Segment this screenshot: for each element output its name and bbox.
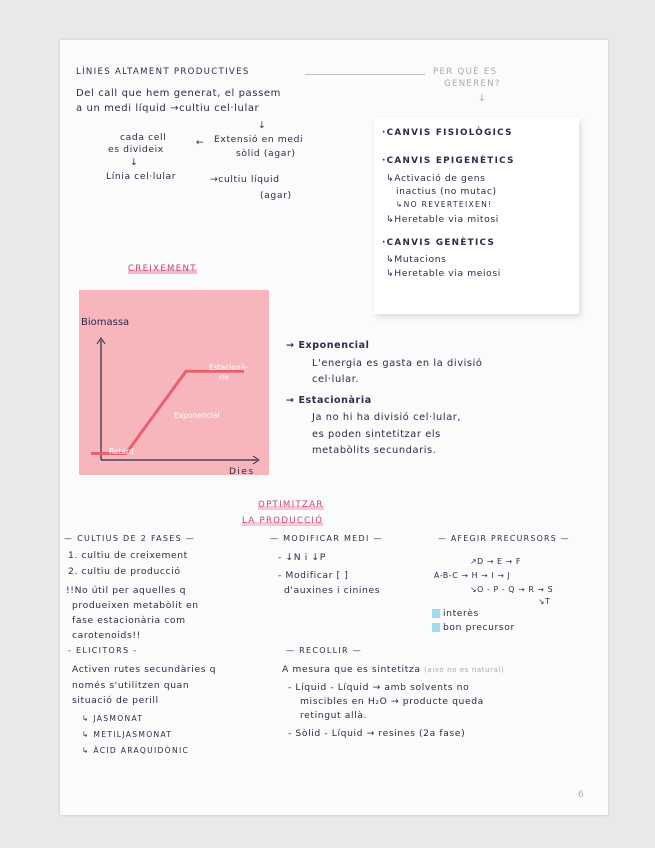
elicitors-item-1: ↳ JASMONAT xyxy=(82,714,144,723)
elicitors-desc-3: situació de perill xyxy=(72,695,159,706)
growth-chart-svg xyxy=(79,290,269,475)
precursors-title: — AFEGIR PRECURSORS — xyxy=(438,534,570,543)
intro-line-2: a un medi líquid →cultiu cel·lular xyxy=(76,103,260,114)
linia-text: Línia cel·lular xyxy=(106,171,177,182)
cultiu-liquid-text: →cultiu líquid xyxy=(210,174,280,185)
recollir-item-3: retingut allà. xyxy=(300,710,368,721)
pathway-row-3: ↘O - P - Q → R → S xyxy=(470,585,554,594)
estac-desc-2: es poden sintetitzar els xyxy=(312,429,441,440)
agar-text: (agar) xyxy=(260,190,292,201)
page-number: 6 xyxy=(578,790,585,800)
recollir-item-2: miscibles en H₂O → producte queda xyxy=(300,696,484,707)
box-fisio: ·CANVIS FISIOLÒGICS xyxy=(382,128,513,138)
phase-stationary-label: Estacionà- xyxy=(209,363,249,372)
modificar-title: — MODIFICAR MEDI — xyxy=(270,534,383,543)
box-gen: ·CANVIS GENÈTICS xyxy=(382,238,496,248)
cultius-item-2: 2. cultiu de producció xyxy=(68,566,181,577)
growth-curve xyxy=(91,371,244,453)
estac-desc-1: Ja no hi ha divisió cel·lular, xyxy=(312,412,462,423)
notes-page xyxy=(60,40,608,815)
divideix-text: es divideix xyxy=(108,144,164,155)
legend-precursor xyxy=(432,622,515,633)
intro-line-1: Del call que hem generat, el passem xyxy=(76,88,282,99)
cultius-note-4: carotenoids!! xyxy=(72,630,141,641)
y-axis-label: Biomassa xyxy=(81,317,130,328)
phase-exponential-label: Exponencial xyxy=(174,411,220,420)
elicitors-desc-2: només s'utilitzen quan xyxy=(72,680,190,691)
creixement-title: CREIXEMENT xyxy=(128,264,197,274)
box-gen-2: ↳Heretable via meiosi xyxy=(386,268,501,279)
cultius-note-1: !!No útil per aquelles q xyxy=(66,585,187,596)
box-epi-3: ↳NO REVERTEIXEN! xyxy=(396,200,493,209)
recollir-desc-1 xyxy=(282,664,504,675)
legend-precursor-label: bon precursor xyxy=(443,622,515,633)
modificar-item-2: - Modificar [ ] xyxy=(278,570,349,581)
arrow: ↓ xyxy=(130,157,139,168)
why-label: PER QUÈ ES xyxy=(433,67,498,77)
cultius-note-3: fase estacionària com xyxy=(72,615,186,626)
why-box xyxy=(374,118,579,314)
estac-title: → Estacionària xyxy=(286,395,372,406)
recollir-desc-note: (això no es natural) xyxy=(424,666,505,674)
swatch-interes xyxy=(432,609,440,618)
modificar-item-3: d'auxines i cinines xyxy=(284,585,381,596)
cultius-title: — CULTIUS DE 2 FASES — xyxy=(64,534,196,543)
estac-desc-3: metabòlits secundaris. xyxy=(312,445,437,456)
elicitors-desc-1: Activen rutes secundàries q xyxy=(72,664,217,675)
phase-stationary-label-2: ria xyxy=(219,373,229,382)
elicitors-title: - ELICITORS - xyxy=(68,646,138,655)
divider xyxy=(305,74,425,75)
section-heading: LÍNIES ALTAMENT PRODUCTIVES xyxy=(76,67,250,77)
phase-latent-label: Retard xyxy=(109,447,134,456)
box-epi-4: ↳Heretable via mitosi xyxy=(386,214,499,225)
modificar-item-1: - ↓N i ↓P xyxy=(278,552,326,563)
box-epi-2: inactius (no mutac) xyxy=(396,186,497,197)
recollir-desc-main: A mesura que es sintetitza xyxy=(282,664,421,675)
recollir-item-4: - Sòlid - Líquid → resines (2a fase) xyxy=(288,728,466,739)
extensio-text: Extensió en medi xyxy=(214,134,304,145)
expo-desc-2: cel·lular. xyxy=(312,374,360,385)
recollir-title: — RECOLLIR — xyxy=(286,646,363,655)
x-axis-label: Dies xyxy=(229,467,255,475)
box-gen-1: ↳Mutacions xyxy=(386,254,447,265)
optim-title-2: LA PRODUCCIÓ xyxy=(242,516,324,526)
recollir-item-1: - Líquid - Líquid → amb solvents no xyxy=(288,682,470,693)
box-epi-1: ↳Activació de gens xyxy=(386,173,486,184)
arrow: ↓ xyxy=(258,120,267,131)
swatch-precursor xyxy=(432,623,440,632)
legend-interes xyxy=(432,608,479,619)
cultius-item-1: 1. cultiu de creixement xyxy=(68,550,188,561)
growth-chart xyxy=(79,290,269,475)
box-epi: ·CANVIS EPIGENÈTICS xyxy=(382,156,515,166)
arrow: ← xyxy=(196,137,205,148)
expo-desc-1: L'energia es gasta en la divisió xyxy=(312,358,483,369)
pathway-row-1: ↗D → E → F xyxy=(470,557,521,566)
pathway-row-4: ↘T xyxy=(538,597,551,606)
expo-title: → Exponencial xyxy=(286,340,370,351)
down-arrow: ↓ xyxy=(478,93,487,104)
legend-interes-label: interès xyxy=(443,608,479,619)
elicitors-item-3: ↳ ÀCID ARAQUIDÒNIC xyxy=(82,746,190,755)
cada-text: cada cell xyxy=(120,132,167,143)
solid-text: sòlid (agar) xyxy=(236,148,296,159)
optim-title-1: OPTIMITZAR xyxy=(258,500,324,510)
why-label-2: GENEREN? xyxy=(444,79,501,89)
elicitors-item-2: ↳ METILJASMONAT xyxy=(82,730,173,739)
pathway-row-2: A-B-C → H → I → J xyxy=(434,571,511,580)
cultius-note-2: produeixen metabòlit en xyxy=(72,600,199,611)
